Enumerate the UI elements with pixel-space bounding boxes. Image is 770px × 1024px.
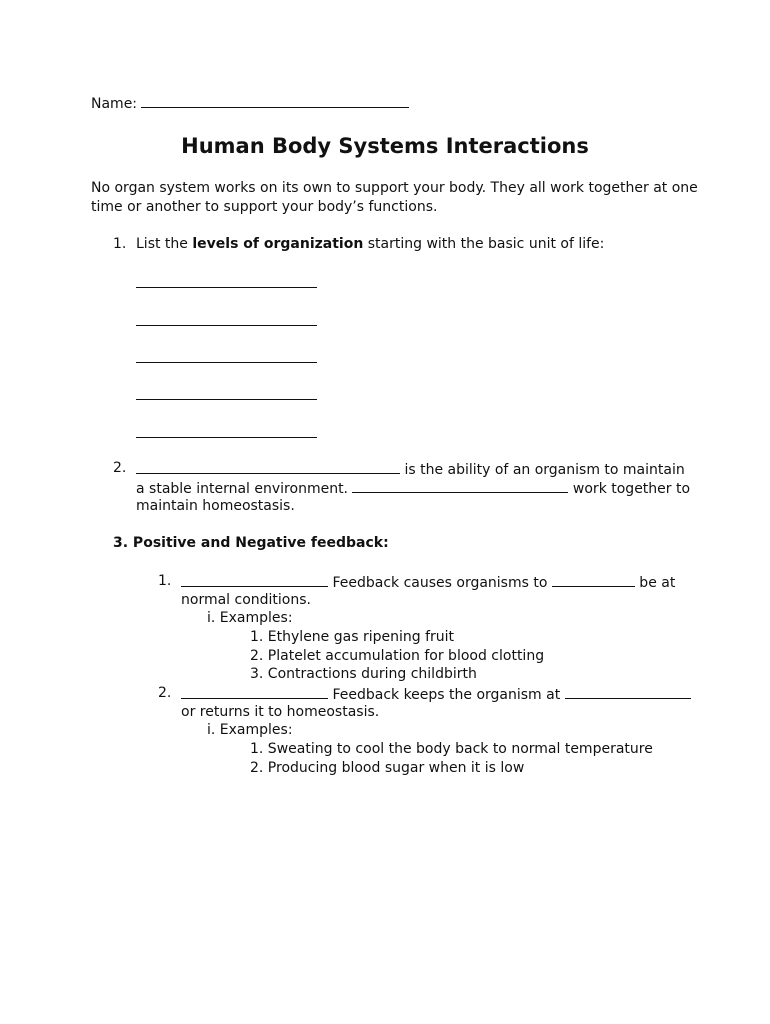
q2-line-2-after: work together to (568, 481, 691, 497)
q1-answer-blank-3[interactable] (136, 362, 317, 363)
q3-item2-middle: Feedback keeps the organism at (328, 687, 565, 703)
q3-item1-blank-2[interactable] (552, 572, 635, 587)
q1-answer-blank-4[interactable] (136, 399, 317, 400)
q1-number: 1. (113, 236, 127, 252)
q2-line-1-text: is the ability of an organism to maintain (400, 462, 685, 478)
q1-text-bold: levels of organization (192, 236, 364, 252)
q3-item2-line-2: or returns it to homeostasis. (181, 704, 380, 720)
q3-item2-blank-1[interactable] (181, 684, 328, 699)
q3-item2-blank-2[interactable] (565, 684, 691, 699)
q3-item1-example-1: 1. Ethylene gas ripening fruit (250, 629, 455, 645)
q1-answer-blank-5[interactable] (136, 437, 317, 438)
q1-text-before: List the (136, 236, 193, 252)
q3-item1-example-2: 2. Platelet accumulation for blood clotting (250, 648, 545, 664)
q3-item1-line-2: normal conditions. (181, 592, 311, 608)
q3-item1-line-1 (181, 572, 675, 593)
q3-item2-line-1 (181, 684, 691, 705)
q3-item2-example-2: 2. Producing blood sugar when it is low (250, 760, 525, 776)
q3-item1-blank-1[interactable] (181, 572, 328, 587)
name-row (91, 93, 409, 114)
q2-line-2-before: a stable internal environment. (136, 481, 353, 497)
name-label: Name: (91, 96, 138, 112)
q3-heading: 3. Positive and Negative feedback: (113, 535, 389, 551)
q2-blank-2[interactable] (352, 478, 568, 493)
q2-blank-1[interactable] (136, 459, 400, 474)
q2-number: 2. (113, 460, 127, 476)
q1-answer-blank-2[interactable] (136, 325, 317, 326)
q3-item1-number: 1. (158, 573, 172, 589)
q3-item2-number: 2. (158, 685, 172, 701)
intro-line-1: No organ system works on its own to support your body. They all work together at one (91, 180, 698, 196)
q3-item1-end: be at (634, 575, 676, 591)
name-blank[interactable] (141, 93, 409, 108)
q2-line-3: maintain homeostasis. (136, 498, 295, 514)
q2-line-1 (136, 459, 685, 480)
q1-text-after: starting with the basic unit of life: (363, 236, 605, 252)
q3-item2-examples-label: i. Examples: (207, 722, 293, 738)
q3-item2-example-1: 1. Sweating to cool the body back to normal temperature (250, 741, 653, 757)
q1-text (136, 235, 604, 254)
q3-item1-middle: Feedback causes organisms to (328, 575, 552, 591)
intro-line-2: time or another to support your body’s functions. (91, 199, 438, 215)
q1-answer-blank-1[interactable] (136, 287, 317, 288)
q3-item1-examples-label: i. Examples: (207, 610, 293, 626)
q3-item1-example-3: 3. Contractions during childbirth (250, 666, 477, 682)
page-title: Human Body Systems Interactions (181, 134, 589, 158)
q2-line-2 (136, 478, 690, 499)
